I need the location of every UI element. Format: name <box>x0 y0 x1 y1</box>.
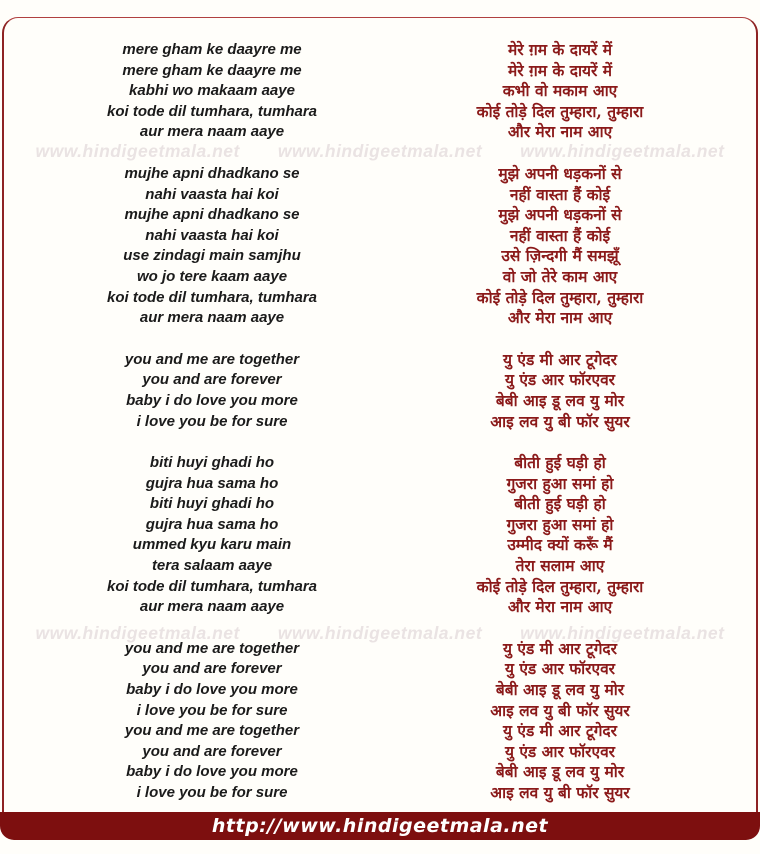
hindi-lyric-line: और मेरा नाम आए <box>507 308 613 328</box>
latin-stanza-5 <box>12 639 412 804</box>
latin-lyric-line: tera salaam aaye <box>151 557 273 575</box>
hindi-lyric-line: मुझे अपनी धड़कनों से <box>498 205 622 225</box>
hindi-lyric-line: बीती हुई घड़ी हो <box>514 494 606 514</box>
latin-lyric-line: aur mera naam aaye <box>139 123 285 141</box>
watermark-text: www.hindigeetmala.net <box>520 140 725 161</box>
latin-lyric-line: nahi vaasta hai koi <box>145 185 279 203</box>
latin-lyric-line: you and are forever <box>142 371 282 389</box>
latin-lyric-line: baby i do love you more <box>126 391 298 409</box>
hindi-lyric-line: यु एंड आर फॉरएवर <box>504 370 616 390</box>
hindi-lyric-line: मेरे ग़म के दायरें में <box>508 60 612 80</box>
hindi-lyric-line: बेबी आइ डू लव यु मोर <box>495 762 625 782</box>
hindi-stanza-1 <box>360 40 760 143</box>
latin-lyric-line: you and me are together <box>124 639 300 657</box>
latin-lyric-line: wo jo tere kaam aaye <box>136 267 288 285</box>
hindi-lyric-line: यु एंड मी आर टूगेदर <box>502 721 617 741</box>
latin-lyric-line: baby i do love you more <box>126 681 298 699</box>
latin-lyric-line: koi tode dil tumhara, tumhara <box>106 102 318 120</box>
latin-lyric-line: use zindagi main samjhu <box>123 247 301 265</box>
footer-site-link[interactable]: http://www.hindigeetmala.net <box>211 815 549 837</box>
latin-lyric-line: gujra hua sama ho <box>145 474 279 492</box>
latin-lyric-line: koi tode dil tumhara, tumhara <box>106 288 318 306</box>
hindi-stanza-2 <box>360 164 760 329</box>
latin-lyric-line: mere gham ke daayre me <box>122 61 302 79</box>
latin-lyric-line: you and me are together <box>124 350 300 368</box>
watermark-text: www.hindigeetmala.net <box>277 622 483 643</box>
hindi-lyric-line: तेरा सलाम आए <box>515 556 605 576</box>
hindi-lyric-line: गुजरा हुआ समां हो <box>506 473 614 493</box>
hindi-stanza-5 <box>360 639 760 804</box>
hindi-lyric-line: नहीं वास्ता हैं कोई <box>509 225 611 245</box>
latin-lyric-line: kabhi wo makaam aaye <box>129 82 295 100</box>
latin-lyric-line: koi tode dil tumhara, tumhara <box>106 577 318 595</box>
watermark-text: www.hindigeetmala.net <box>277 140 483 161</box>
hindi-stanza-4 <box>360 453 760 618</box>
latin-lyric-line: mujhe apni dhadkano se <box>124 164 300 182</box>
watermark-text: www.hindigeetmala.net <box>520 622 725 643</box>
latin-lyric-line: i love you be for sure <box>136 701 288 719</box>
hindi-lyric-line: बेबी आइ डू लव यु मोर <box>495 680 625 700</box>
latin-lyric-line: aur mera naam aaye <box>139 598 285 616</box>
hindi-lyric-line: कोई तोड़े दिल तुम्हारा, तुम्हारा <box>476 287 644 307</box>
latin-lyric-line: ummed kyu karu main <box>132 536 292 554</box>
latin-lyric-line: gujra hua sama ho <box>145 515 279 533</box>
hindi-lyric-line: मुझे अपनी धड़कनों से <box>498 163 622 183</box>
hindi-lyric-line: यु एंड आर फॉरएवर <box>504 659 616 679</box>
latin-lyric-line: i love you be for sure <box>136 784 288 801</box>
hindi-lyric-line: और मेरा नाम आए <box>507 597 613 617</box>
hindi-lyric-line: कोई तोड़े दिल तुम्हारा, तुम्हारा <box>476 576 644 596</box>
latin-lyric-line: biti huyi ghadi ho <box>149 454 275 472</box>
footer-bar <box>0 812 760 840</box>
latin-stanza-3 <box>12 350 412 432</box>
latin-lyric-line: aur mera naam aaye <box>139 309 285 327</box>
latin-lyric-line: nahi vaasta hai koi <box>145 226 279 244</box>
hindi-lyric-line: बीती हुई घड़ी हो <box>514 453 606 473</box>
hindi-lyric-line: मेरे ग़म के दायरें में <box>508 40 612 59</box>
hindi-lyric-line: यु एंड मी आर टूगेदर <box>502 349 617 369</box>
hindi-lyric-line: आइ लव यु बी फॉर सुयर <box>490 783 630 802</box>
hindi-lyric-line: वो जो तेरे काम आए <box>502 266 618 286</box>
latin-lyric-line: biti huyi ghadi ho <box>149 495 275 513</box>
hindi-lyric-line: आइ लव यु बी फॉर सुयर <box>490 700 630 720</box>
hindi-lyric-line: उसे ज़िन्दगी मैं समझूँ <box>501 246 619 266</box>
latin-lyric-line: you and are forever <box>142 660 282 678</box>
watermark-text: www.hindigeetmala.net <box>35 622 240 643</box>
hindi-lyric-line: और मेरा नाम आए <box>507 122 613 142</box>
hindi-lyric-line: गुजरा हुआ समां हो <box>506 514 614 534</box>
latin-stanza-2 <box>12 164 412 329</box>
hindi-lyric-line: नहीं वास्ता हैं कोई <box>509 184 611 204</box>
latin-lyric-line: you and me are together <box>124 722 300 740</box>
hindi-lyric-line: उम्मीद क्यों करूँ मैं <box>507 535 613 555</box>
hindi-lyric-line: आइ लव यु बी फॉर सुयर <box>490 411 630 431</box>
latin-lyric-line: i love you be for sure <box>136 412 288 430</box>
latin-lyric-line: you and are forever <box>142 742 282 760</box>
hindi-lyrics-column <box>360 0 760 825</box>
hindi-lyric-line: यु एंड आर फॉरएवर <box>504 741 616 761</box>
latin-stanza-1 <box>12 40 412 143</box>
latin-lyric-line: mujhe apni dhadkano se <box>124 206 300 224</box>
latin-lyrics-column <box>12 0 412 825</box>
hindi-lyric-line: बेबी आइ डू लव यु मोर <box>495 390 625 410</box>
latin-lyric-line: mere gham ke daayre me <box>122 41 302 58</box>
watermark-text: www.hindigeetmala.net <box>35 140 240 161</box>
latin-stanza-4 <box>12 453 412 618</box>
hindi-lyric-line: कभी वो मकाम आए <box>502 81 618 101</box>
hindi-lyric-line: यु एंड मी आर टूगेदर <box>502 638 617 658</box>
latin-lyric-line: baby i do love you more <box>126 763 298 781</box>
hindi-lyric-line: कोई तोड़े दिल तुम्हारा, तुम्हारा <box>476 101 644 121</box>
hindi-stanza-3 <box>360 350 760 432</box>
